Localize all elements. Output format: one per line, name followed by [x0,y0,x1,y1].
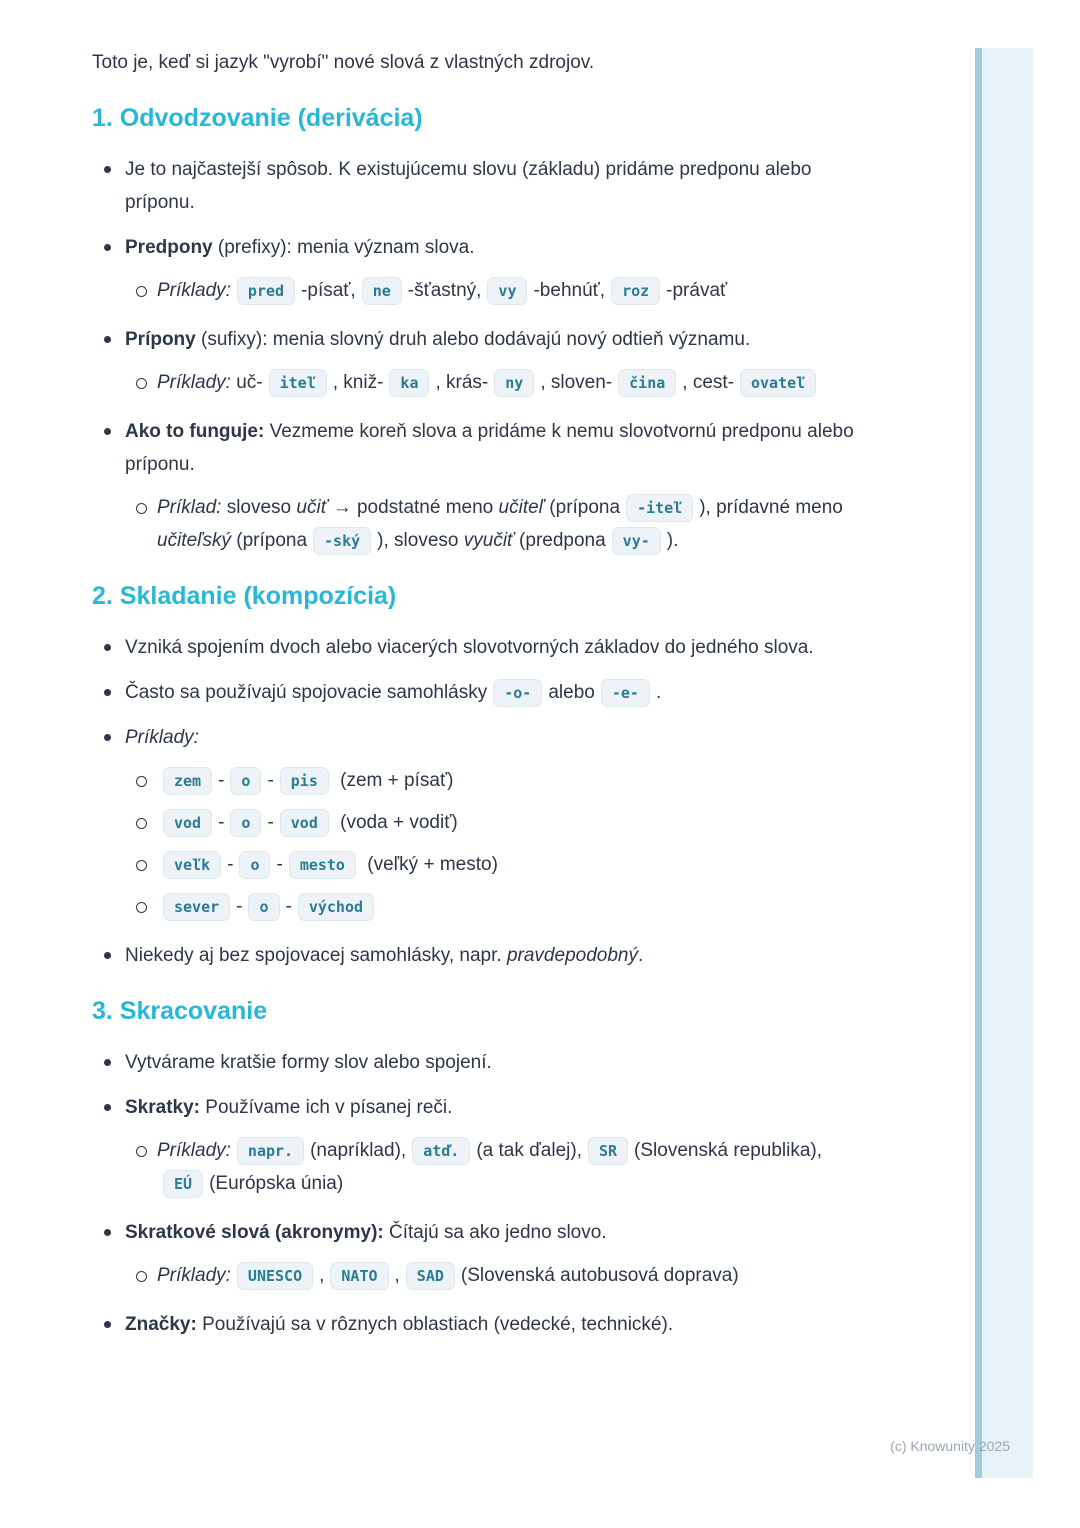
code-chip: vod [280,809,329,837]
italic-text-run: Príklady: [157,280,231,301]
plain-text-run: - [218,812,225,833]
section-list-odvodzovanie [92,153,870,557]
code-chip: o [248,893,279,921]
code-chip: iteľ [269,369,327,397]
code-chip: čina [618,369,676,397]
code-chip: atď. [412,1137,470,1165]
plain-text-run: - [267,812,274,833]
bold-text-run: Predpony [125,237,213,258]
plain-text-run: -právať [666,280,728,301]
italic-text-run: pravdepodobný [506,945,638,966]
italic-text-run: Príklady: [157,372,231,393]
plain-text-run: (predpona [513,530,606,551]
plain-text-run: (prefixy): menia význam slova. [212,237,475,258]
italic-text-run: Príklady: [157,1140,231,1161]
plain-text-run: (voda + vodiť) [334,812,458,833]
code-chip: vod [163,809,212,837]
plain-text-run: , cest- [682,372,734,393]
list-item [92,231,870,264]
code-chip: ovateľ [740,369,816,397]
plain-text-run: Používajú sa v rôznych oblastiach (vedecké, technické). [196,1314,674,1335]
list-item [92,1259,870,1292]
plain-text-run: -písať, [301,280,356,301]
note-content [92,46,870,1353]
list-item [92,806,870,839]
list-item [92,721,870,754]
plain-text-run: Je to najčastejší spôsob. K existujúcemu slovu (základu) pridáme predponu alebo príponu. [125,159,812,213]
page-edge-stripe [975,48,1033,1478]
plain-text-run: , kniž- [332,372,384,393]
code-chip: UNESCO [237,1262,313,1290]
code-chip: SAD [406,1262,455,1290]
code-chip: zem [163,767,212,795]
bold-text-run: Značky: [125,1314,197,1335]
plain-text-run: -šťastný, [407,280,482,301]
plain-text-run: uč- [230,372,263,393]
italic-text-run: Príklady: [157,1265,231,1286]
code-chip: pred [237,277,295,305]
bold-text-run: Prípony [125,329,196,350]
plain-text-run: Vzniká spojením dvoch alebo viacerých slovotvorných základov do jedného slova. [125,637,814,658]
plain-text-run: Niekedy aj bez spojovacej samohlásky, napr. [125,945,507,966]
list-item [92,890,870,923]
code-chip: EÚ [163,1170,203,1198]
plain-text-run: - [267,770,274,791]
code-chip: napr. [237,1137,304,1165]
list-item [92,939,870,972]
copyright-footer: (c) Knowunity 2025 [890,1438,1010,1454]
code-chip: o [230,767,261,795]
plain-text-run: - [285,896,292,917]
plain-text-run: sloveso [221,497,297,518]
code-chip: ka [389,369,429,397]
plain-text-run: . [637,945,644,966]
code-chip: -ský [313,527,371,555]
code-chip: mesto [289,851,356,879]
plain-text-run: - [276,854,283,875]
plain-text-run: → podstatné meno [327,497,499,518]
list-item [92,1091,870,1124]
code-chip: sever [163,893,230,921]
plain-text-run: (Slovenská republika), [634,1140,823,1161]
list-item [92,323,870,356]
list-item [92,848,870,881]
code-chip: -e- [601,679,650,707]
italic-text-run: Príklad: [157,497,222,518]
list-item [92,415,870,481]
code-chip: veľk [163,851,221,879]
bold-text-run: Ako to funguje: [125,421,265,442]
code-chip: -iteľ [626,494,693,522]
code-chip: východ [298,893,374,921]
code-chip: ny [494,369,534,397]
plain-text-run: alebo [548,682,595,703]
plain-text-run: - [236,896,243,917]
plain-text-run: (Európska únia) [209,1173,344,1194]
plain-text-run: (zem + písať) [334,770,454,791]
plain-text-run: Používame ich v písanej reči. [200,1097,453,1118]
code-chip: roz [611,277,660,305]
plain-text-run: (veľký + mesto) [361,854,498,875]
list-item [92,366,870,399]
plain-text-run: Vezmeme koreň slova a pridáme k nemu slovotvornú predponu alebo príponu. [125,421,854,475]
plain-text-run: Vytvárame kratšie formy slov alebo spojení. [125,1052,492,1073]
list-item [92,1308,870,1341]
plain-text-run: , [319,1265,325,1286]
plain-text-run: (prípona [544,497,621,518]
plain-text-run: Čítajú sa ako jedno slovo. [383,1222,607,1243]
code-chip: ne [362,277,402,305]
bold-text-run: Skratky: [125,1097,200,1118]
plain-text-run: - [218,770,225,791]
section-title-skracovanie: 3. Skracovanie [92,997,268,1025]
bold-text-run: Skratkové slová (akronymy): [125,1222,384,1243]
section-title-odvodzovanie: 1. Odvodzovanie (derivácia) [92,104,423,132]
list-item [92,1046,870,1079]
list-item [92,631,870,664]
plain-text-run: (prípona [230,530,308,551]
list-item [92,764,870,797]
plain-text-run: Často sa používajú spojovacie samohlásky [125,682,488,703]
list-item [92,153,870,219]
plain-text-run: - [227,854,234,875]
italic-text-run: Príklady: [125,727,199,748]
code-chip: -o- [493,679,542,707]
plain-text-run: (a tak ďalej), [476,1140,582,1161]
italic-text-run: učiteľský [157,530,231,551]
plain-text-run: -behnúť, [533,280,606,301]
italic-text-run: učiteľ [498,497,545,518]
list-item [92,676,870,709]
plain-text-run: (sufixy): menia slovný druh alebo dodávajú nový odtieň významu. [195,329,751,350]
code-chip: NATO [330,1262,388,1290]
plain-text-run: (Slovenská autobusová doprava) [460,1265,739,1286]
plain-text-run: , [394,1265,400,1286]
plain-text-run: . [655,682,662,703]
plain-text-run: ). [666,530,679,551]
code-chip: o [230,809,261,837]
list-item [92,1216,870,1249]
intro-text: Toto je, keď si jazyk "vyrobí" nové slová z vlastných zdrojov. [92,52,595,73]
plain-text-run: ), sloveso [377,530,464,551]
italic-text-run: učiť [296,497,328,518]
section-list-skladanie [92,631,870,972]
code-chip: pis [280,767,329,795]
italic-text-run: vyučiť [463,530,514,551]
plain-text-run: (napríklad), [310,1140,407,1161]
code-chip: o [239,851,270,879]
list-item [92,1134,870,1200]
code-chip: vy- [612,527,661,555]
code-chip: SR [588,1137,628,1165]
section-title-skladanie: 2. Skladanie (kompozícia) [92,582,397,610]
code-chip: vy [487,277,527,305]
section-list-skracovanie [92,1046,870,1341]
plain-text-run: ), prídavné meno [699,497,843,518]
plain-text-run: , sloven- [540,372,613,393]
plain-text-run: , krás- [435,372,489,393]
list-item [92,274,870,307]
list-item [92,491,870,557]
